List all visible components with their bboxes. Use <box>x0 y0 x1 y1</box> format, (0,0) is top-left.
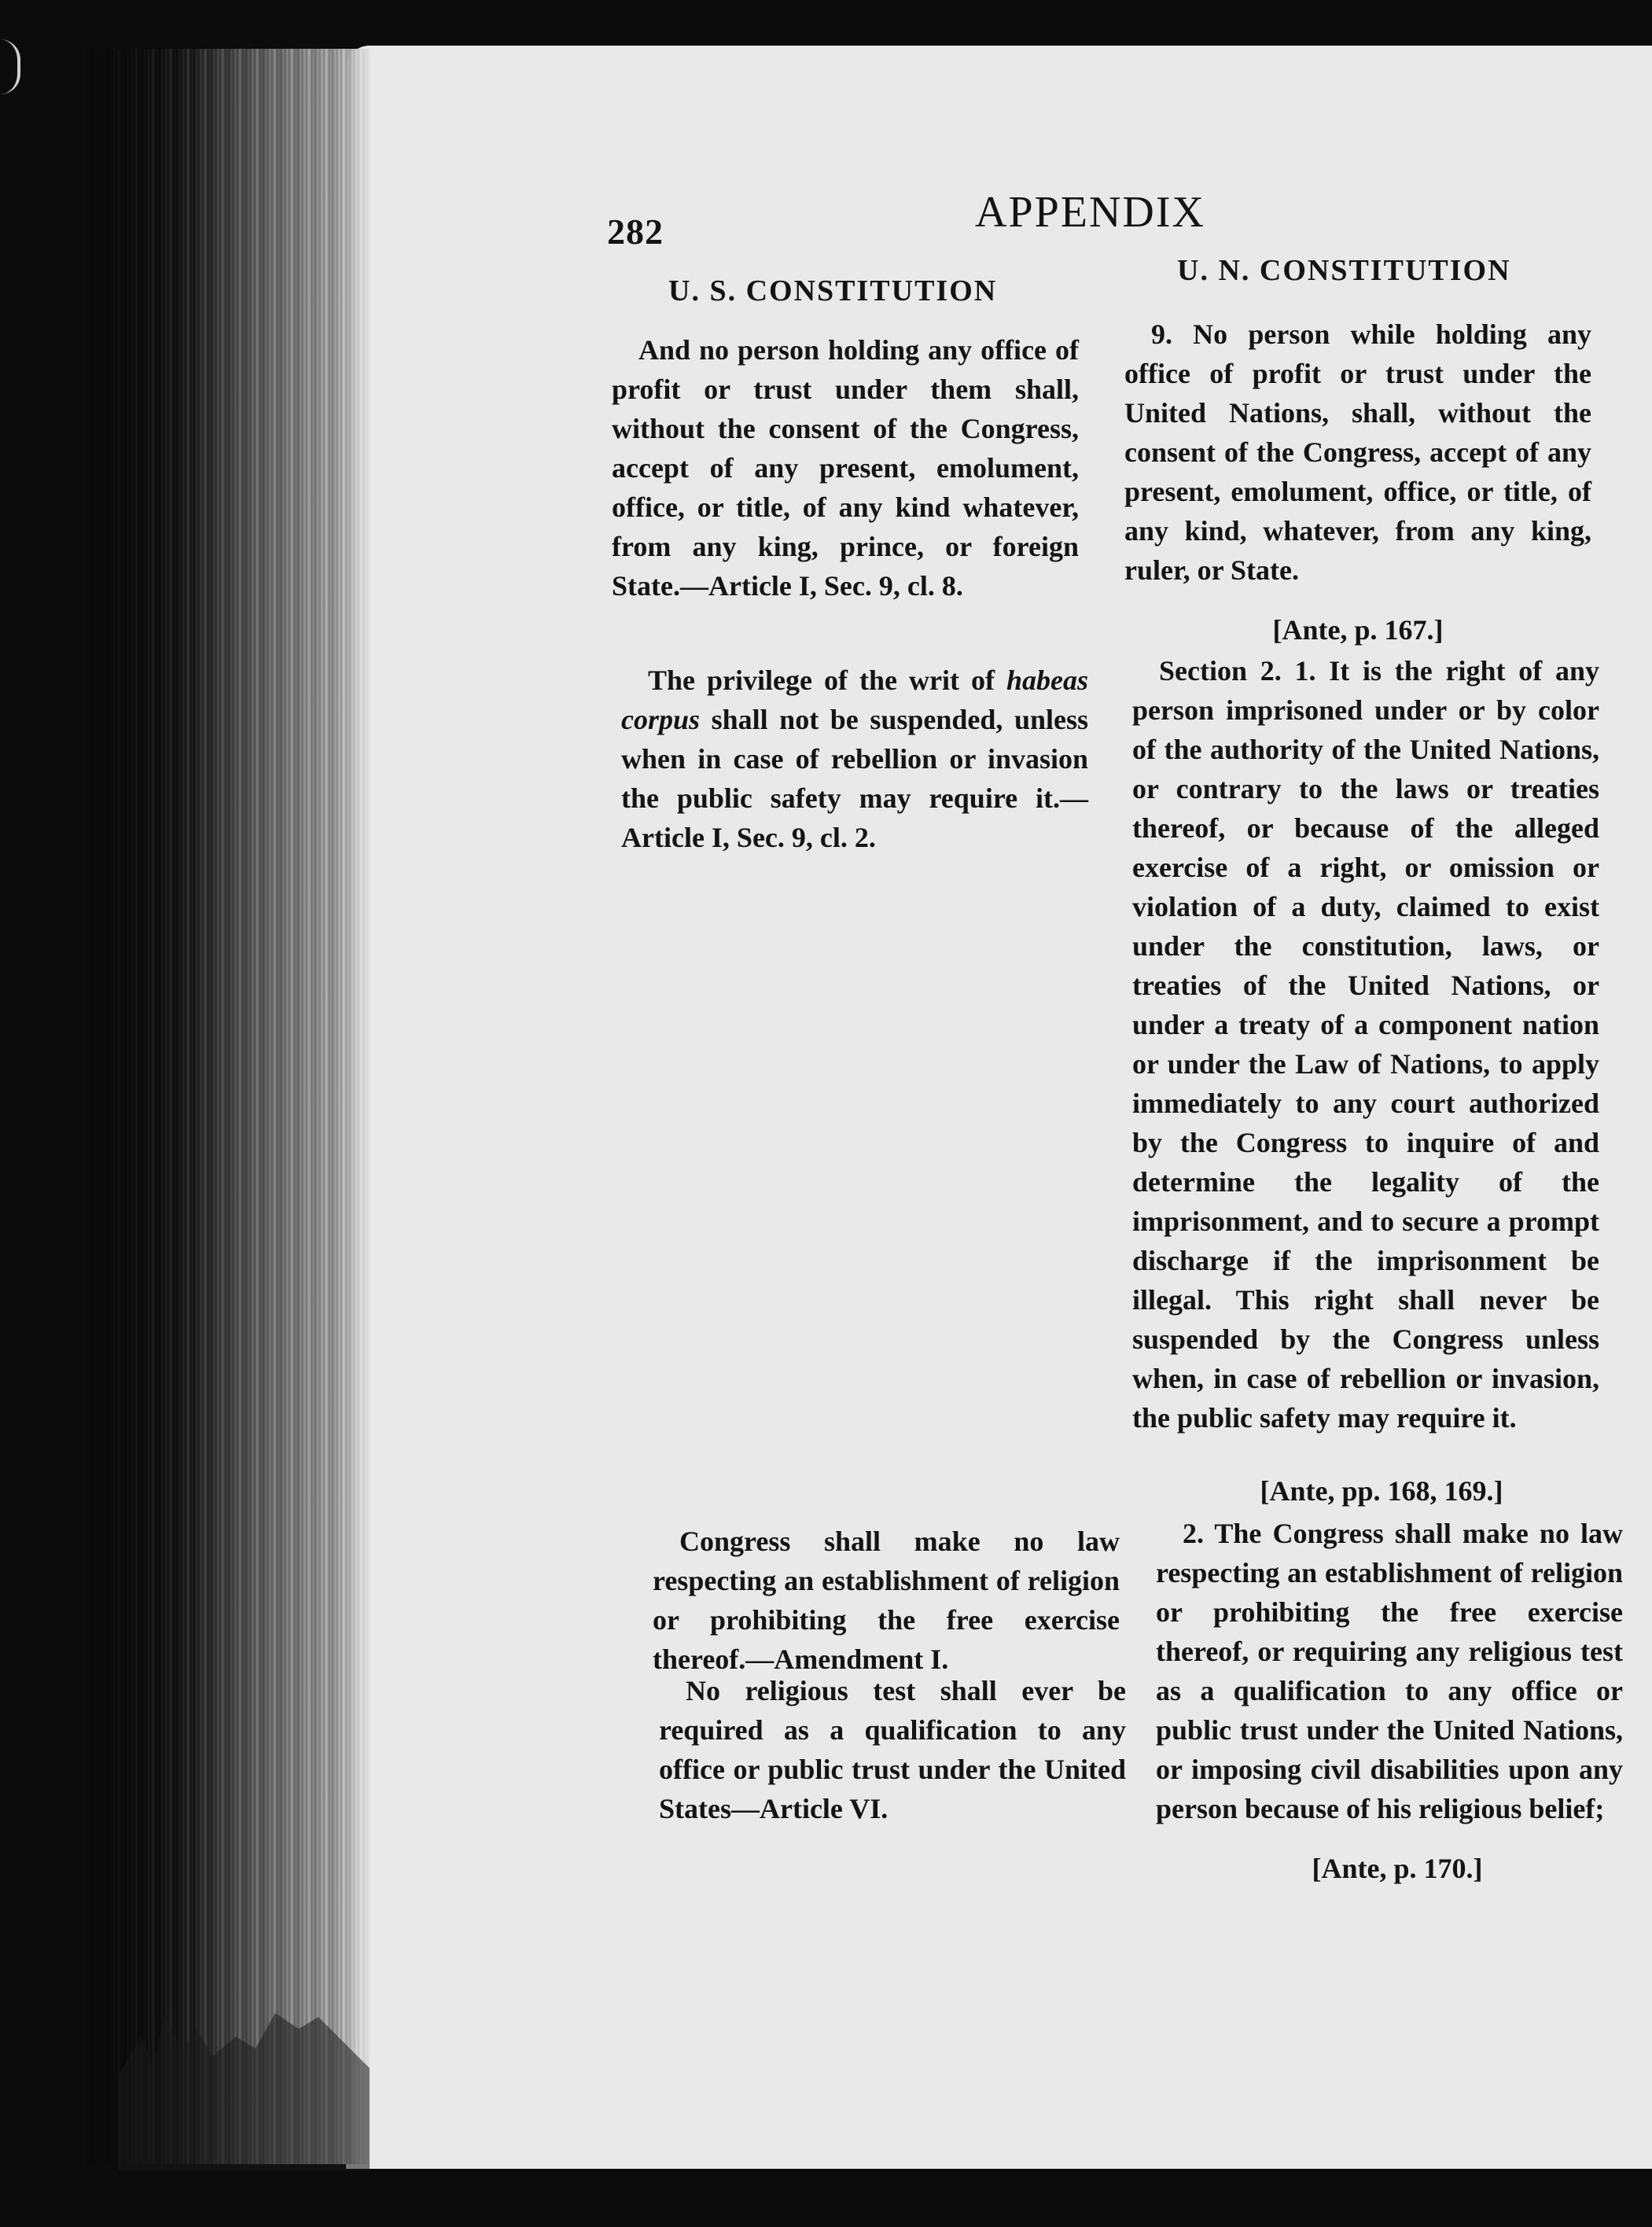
right-reference-168-169: [Ante, pp. 168, 169.] <box>1260 1475 1503 1507</box>
right-paragraph-habeas <box>1132 651 1599 1437</box>
left-paragraph-emoluments-text: And no person holding any office of profit or trust under them shall, without the consent of the Congress, accept of any present, emolument, office, or title, of any kind whatever, from any king, prince, or foreign State.—Article I, Sec. 9, cl. 8. <box>612 334 1079 602</box>
left-column-heading: U. S. CONSTITUTION <box>668 274 998 307</box>
habeas-text-before: The privilege of the writ of <box>648 664 1006 696</box>
left-paragraph-amendment-one <box>653 1522 1120 1679</box>
left-paragraph-religious-test-text: No religious test shall ever be required as a qualification to any office or public trust under the United States—Article VI. <box>659 1675 1126 1824</box>
left-paragraph-habeas-corpus <box>621 661 1088 857</box>
left-paragraph-amendment-one-text: Congress shall make no law respecting an establishment of religion or prohibiting the free exercise thereof.—Amendment I. <box>653 1526 1120 1675</box>
torn-edge-mark <box>118 1919 370 2170</box>
right-reference-167: [Ante, p. 167.] <box>1272 614 1444 646</box>
right-column-heading: U. N. CONSTITUTION <box>1177 254 1511 287</box>
right-paragraph-emoluments-text: 9. No person while holding any office of profit or trust under the United Nations, shall, without the consent of the Congress, accept of any present, emolument, office, or title, of any kind, whatever, from any king, ruler, or State. <box>1124 318 1591 586</box>
right-reference-170: [Ante, p. 170.] <box>1312 1853 1483 1884</box>
right-paragraph-religion <box>1156 1514 1623 1828</box>
page-number: 282 <box>607 212 664 252</box>
left-paragraph-habeas-corpus-text <box>621 661 1088 857</box>
left-paragraph-emoluments <box>612 330 1079 606</box>
habeas-text-after: shall not be suspended, unless when in case of rebellion or invasion the public safety may require it.—Article I, Sec. 9, cl. 2. <box>621 704 1088 853</box>
right-paragraph-emoluments <box>1124 315 1591 590</box>
left-paragraph-religious-test <box>659 1671 1126 1828</box>
right-paragraph-religion-text: 2. The Congress shall make no law respecting an establishment of religion or prohibiting the free exercise thereof, or requiring any religious test as a qualification to any office or public trust under the United Nations, or imposing civil disabilities upon any person because of his religious belief; <box>1156 1518 1623 1824</box>
running-head: APPENDIX <box>975 188 1205 237</box>
binding-hole <box>0 39 20 94</box>
right-paragraph-habeas-text: Section 2. 1. It is the right of any person imprisoned under or by color of the authority of the United Nations, or contrary to the laws or treaties thereof, or because of the alleged exercise of a right, or omission or violation of a duty, claimed to exist under the constitution, laws, or treaties of the United Nations, or under a treaty of a component nation or under the Law of Nations, to apply immediately to any court authorized by the Congress to inquire of and determine the legality of the imprisonment, and to secure a prompt discharge if the imprisonment be illegal. This right shall never be suspended by the Congress unless when, in case of rebellion or invasion, the public safety may require it. <box>1132 655 1599 1434</box>
page-edges-shading <box>86 49 370 2164</box>
habeas-corpus-italic: habeas corpus <box>621 664 1088 735</box>
